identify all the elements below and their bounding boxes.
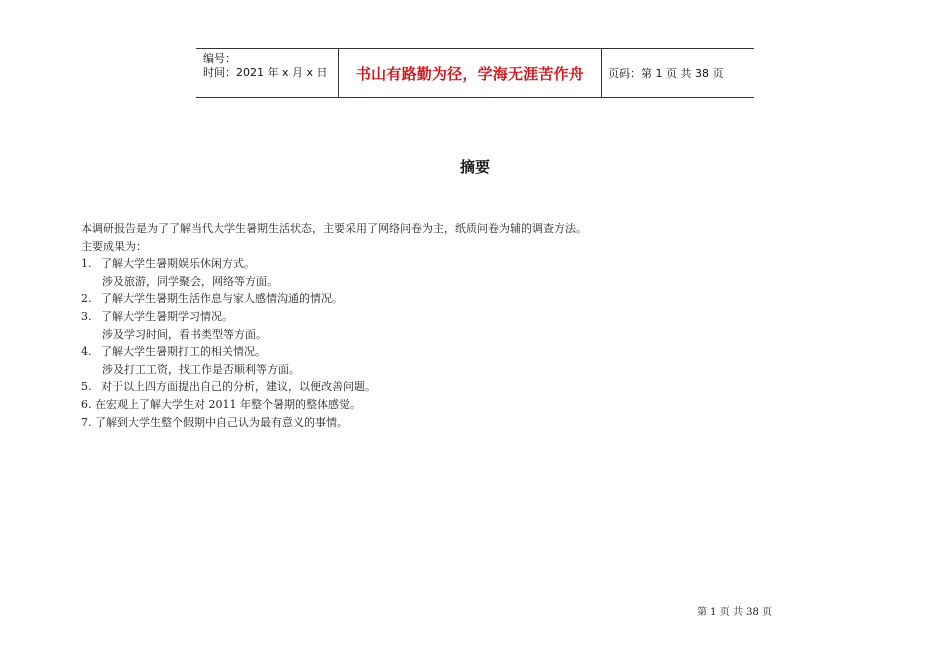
document-date: 时间：2021 年 x 月 x 日 (203, 66, 328, 79)
header-motto: 书山有路勤为径，学海无涯苦作舟 (339, 49, 602, 97)
list-item-number: 2. (81, 292, 92, 306)
list-item-text: 了解大学生暑期学习情况。 (101, 309, 233, 323)
page-header (196, 48, 754, 98)
abstract-body (81, 220, 881, 431)
header-meta (196, 49, 339, 97)
list-item-number: 3. (81, 309, 92, 323)
list-item-text: 了解大学生暑期打工的相关情况。 (101, 345, 266, 359)
page-footer: 第 1 页 共 38 页 (697, 607, 772, 618)
list-item (81, 343, 881, 361)
header-page-code: 页码：第 1 页 共 38 页 (608, 67, 724, 80)
list-item-detail: 涉及学习时间，看书类型等方面。 (102, 327, 267, 341)
list-item-text: 了解大学生暑期生活作息与家人感情沟通的情况。 (101, 292, 343, 306)
list-item-detail: 涉及旅游，同学聚会，网络等方面。 (102, 274, 278, 288)
list-item (81, 255, 881, 273)
list-item-detail: 涉及打工工资，找工作是否顺利等方面。 (102, 362, 300, 376)
page-title: 摘要 (459, 158, 490, 176)
list-item-text: 对于以上四方面提出自己的分析，建议，以便改善问题。 (101, 380, 376, 394)
results-label: 主要成果为： (81, 239, 147, 253)
list-item-text: 了解大学生暑期娱乐休闲方式。 (101, 257, 255, 271)
list-item (81, 308, 881, 326)
document-number-label: 编号： (203, 52, 236, 65)
list-item (81, 290, 881, 308)
list-item-number: 1. (81, 257, 92, 271)
list-item (81, 378, 881, 396)
list-item: 6. 在宏观上了解大学生对 2011 年整个暑期的整体感觉。 (81, 397, 361, 411)
list-item: 7. 了解到大学生整个假期中自己认为最有意义的事情。 (81, 415, 348, 429)
list-item-number: 4. (81, 345, 92, 359)
intro-paragraph: 本调研报告是为了了解当代大学生暑期生活状态，主要采用了网络问卷为主，纸质问卷为辅的调查方法。 (81, 222, 587, 235)
list-item-number: 5. (81, 380, 92, 394)
